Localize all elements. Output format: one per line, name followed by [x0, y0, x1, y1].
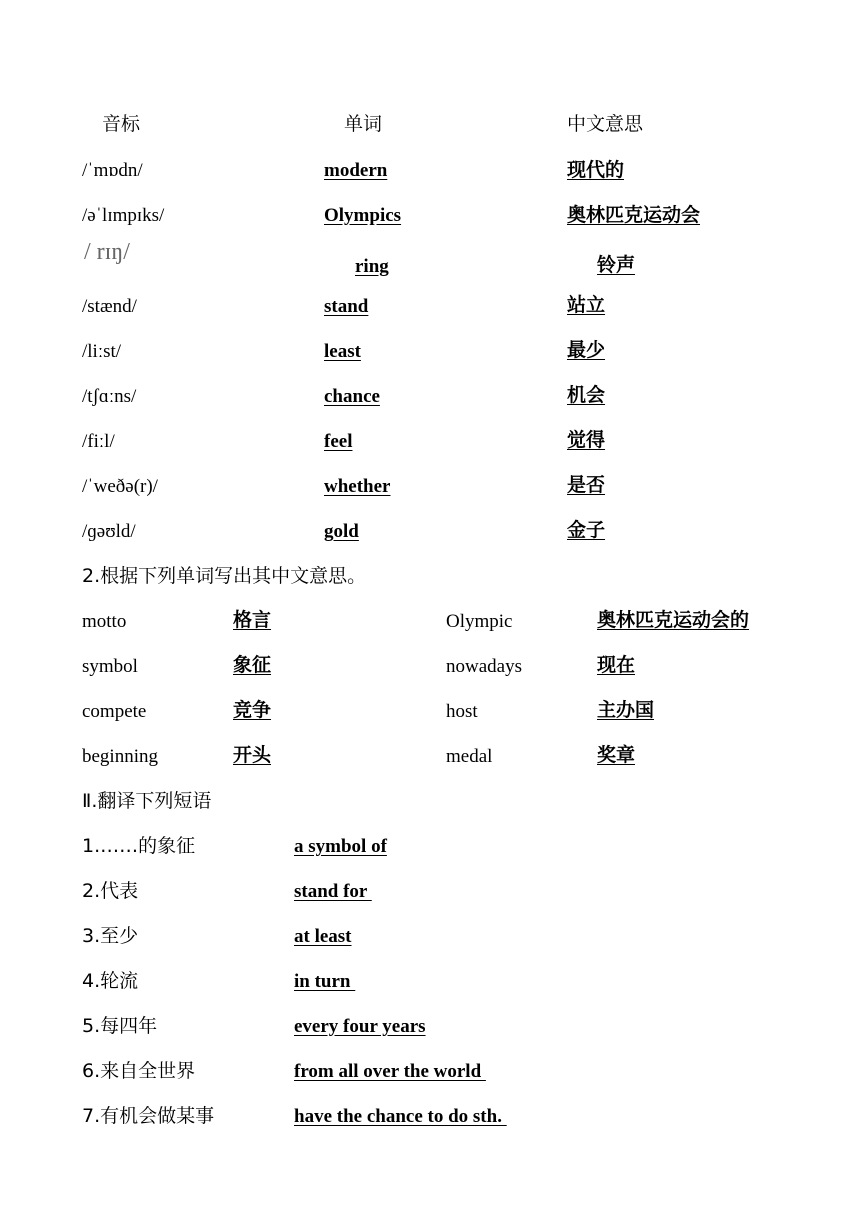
meaning-answer: 是否 [567, 474, 606, 496]
word-answer: Olympics [324, 205, 402, 226]
header-phonetic: 音标 [102, 113, 141, 135]
phonetic-cell: /əˈlɪmpɪks/ [82, 205, 165, 226]
phrase-prompt: 1.……的象征 [82, 835, 196, 857]
vocab-meaning-answer: 象征 [233, 654, 272, 676]
vocab-word: nowadays [446, 656, 522, 677]
word-answer: ring [355, 256, 389, 277]
meaning-answer: 金子 [567, 519, 606, 541]
phonetic-cell: /ɡəʊld/ [82, 521, 136, 542]
vocab-meaning-answer: 竞争 [233, 699, 272, 721]
word-answer: gold [324, 521, 359, 542]
vocab-word: Olympic [446, 611, 513, 632]
section3-title: Ⅱ.翻译下列短语 [82, 790, 212, 812]
vocab-word: motto [82, 611, 127, 632]
phrase-answer: every four years [294, 1016, 426, 1037]
phrase-answer: a symbol of [294, 836, 387, 857]
word-answer: feel [324, 431, 353, 452]
phrase-prompt: 3.至少 [82, 925, 139, 947]
phrase-answer: have the chance to do sth. [294, 1106, 507, 1127]
phonetic-cell: /liːst/ [82, 341, 122, 362]
phrase-prompt: 4.轮流 [82, 970, 139, 992]
vocab-word: medal [446, 746, 493, 767]
header-meaning: 中文意思 [567, 113, 644, 135]
vocab-meaning-answer: 格言 [233, 609, 272, 631]
phrase-prompt: 6.来自全世界 [82, 1060, 196, 1082]
meaning-answer: 现代的 [567, 159, 625, 181]
phonetic-cell: /stænd/ [82, 296, 137, 317]
vocab-meaning-answer: 奥林匹克运动会的 [597, 609, 750, 631]
vocab-word: symbol [82, 656, 138, 677]
phrase-answer: from all over the world [294, 1061, 486, 1082]
section2-title: 2.根据下列单词写出其中文意思。 [82, 565, 367, 587]
phrase-prompt: 5.每四年 [82, 1015, 158, 1037]
word-answer: whether [324, 476, 391, 497]
word-answer: least [324, 341, 361, 362]
phrase-prompt: 7.有机会做某事 [82, 1105, 215, 1127]
vocab-word: beginning [82, 746, 158, 767]
meaning-answer: 最少 [567, 339, 606, 361]
word-answer: modern [324, 160, 388, 181]
phonetic-cell: / rɪŋ/ [84, 239, 130, 265]
vocab-word: compete [82, 701, 147, 722]
phrase-answer: in turn [294, 971, 356, 992]
meaning-answer: 奥林匹克运动会 [567, 204, 701, 226]
phonetic-cell: /ˈweðə(r)/ [82, 476, 158, 497]
meaning-answer: 铃声 [597, 254, 636, 276]
phonetic-cell: /tʃɑːns/ [82, 386, 137, 407]
header-word: 单词 [344, 113, 383, 135]
meaning-answer: 觉得 [567, 429, 606, 451]
phrase-answer: at least [294, 926, 352, 947]
word-answer: stand [324, 296, 369, 317]
vocab-meaning-answer: 主办国 [597, 699, 655, 721]
vocab-meaning-answer: 现在 [597, 654, 636, 676]
phrase-prompt: 2.代表 [82, 880, 139, 902]
vocab-meaning-answer: 奖章 [597, 744, 636, 766]
phrase-answer: stand for [294, 881, 372, 902]
meaning-answer: 机会 [567, 384, 606, 406]
word-answer: chance [324, 386, 380, 407]
vocab-word: host [446, 701, 478, 722]
meaning-answer: 站立 [567, 294, 606, 316]
phonetic-cell: /fiːl/ [82, 431, 115, 452]
vocab-meaning-answer: 开头 [233, 744, 272, 766]
phonetic-cell: /ˈmɒdn/ [82, 160, 143, 181]
